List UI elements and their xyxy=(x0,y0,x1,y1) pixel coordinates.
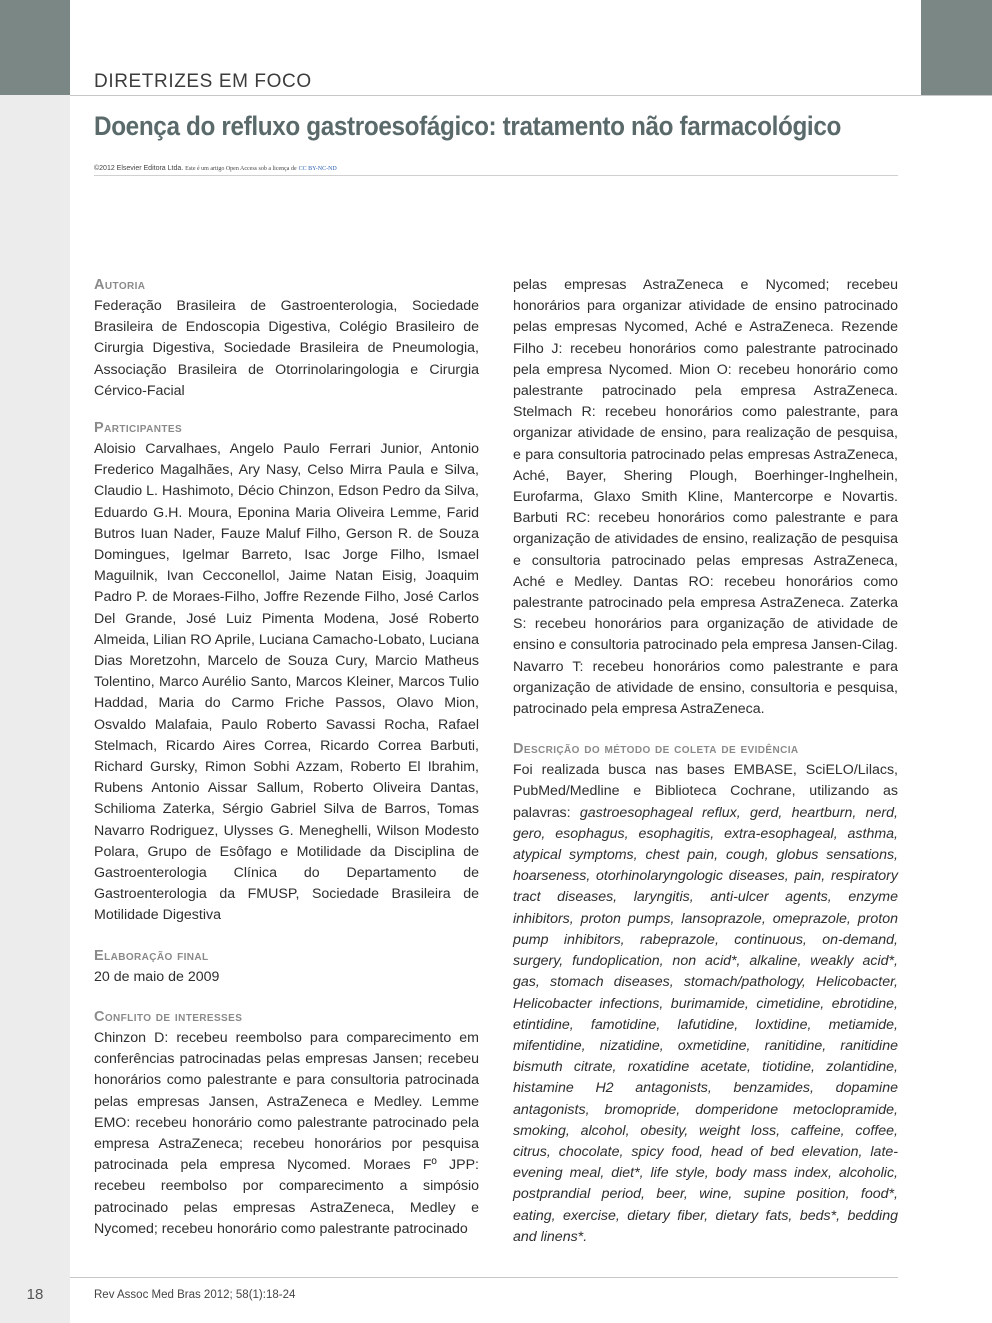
elaboracao-heading: Elaboração final xyxy=(94,947,209,964)
metodo-text xyxy=(513,760,898,1248)
section-label: DIRETRIZES EM FOCO xyxy=(94,71,312,92)
license-link[interactable]: CC BY-NC-ND xyxy=(298,166,337,172)
page-title: Doença do refluxo gastroesofágico: tratamento não farmacológico xyxy=(94,111,841,141)
title-divider xyxy=(94,175,898,176)
footer-divider xyxy=(70,1277,898,1278)
copyright-text: ©2012 Elsevier Editora Ltda. xyxy=(94,165,184,172)
conflito-text-left: Chinzon D: recebeu reembolso para comparecimento em conferências patrocinadas pelas empresas Jansen; recebeu honorários como palestrante e para consultoria patrocinada pelas empresas Jansen, AstraZeneca e Medley. Lemme EMO: recebeu honorário como palestrante patrocinado pela empresa AstraZeneca; recebeu honorários por pesquisa patrocinada pela empresa Nycomed. Moraes Fº JPP: recebeu reembolso por comparecimento a simpósio patrocinado pelas empresas AstraZeneca, Medley e Nycomed; recebeu honorário como palestrante patrocinado xyxy=(94,1029,479,1237)
open-access-note: Este é um artigo Open Access sob a licença de xyxy=(185,166,297,172)
copyright-line xyxy=(94,165,337,172)
metodo-heading: Descrição do método de coleta de evidência xyxy=(513,741,799,758)
metodo-intro: Foi realizada busca nas bases EMBASE, SciELO/Lilacs, PubMed/Medline e Biblioteca Cochrane, utilizando as palavras: xyxy=(513,762,898,821)
autoria-heading: Autoria xyxy=(94,277,146,293)
participantes-text: Aloisio Carvalhaes, Angelo Paulo Ferrari Junior, Antonio Frederico Magalhães, Ary Nasy, Celso Mirra Paula e Silva, Claudio L. Hashimoto, Décio Chinzon, Edson Pedro da Silva, Eduardo G.H. Moura, Eponina Maria Oliveira Lemme, Farid Butros Iuan Nader, Fauze Maluf Filho, Gerson R. de Souza Domingues, Igelmar Barreto, Isac Jorge Filho, Ismael Maguilnik, Ivan Cecconellol, Jaime Natan Eisig, Joaquim Padro P. de Moraes-Filho, Joffre Rezende Filho, José Carlos Del Grande, José Luiz Pimenta Modena, José Roberto Almeida, Lilian RO Aprile, Luciana Camacho-Lobato, Luciana Dias Moretzohn, Marcelo de Souza Cury, Marcio Matheus Tolentino, Marco Aurélio Santo, Marcos Kleiner, Marcos Tulio Haddad, Maria do Carmo Friche Passos, Olavo Mion, Osvaldo Malafaia, Paulo Roberto Savassi Rocha, Rafael Stelmach, Ricardo Aires Correa, Ricardo Correa Barbuti, Richard Gursky, Rimon Sobhi Azzam, Roberto El Ibrahim, Rubens Antonio Aissar Sallum, Roberto Oliveira Dantas, Schilioma Zaterka, Sérgio Gabriel Silva de Barros, Tomas Navarro Rodriguez, Ulysses G. Meneghelli, Wilson Modesto Polara, Grupo de Esôfago e Motilidade da Disciplina de Gastroenterologia Clínica do Departamento de Gastroenterologia da FMUSP, Sociedade Brasileira de Motilidade Digestiva xyxy=(94,441,479,924)
left-margin-strip xyxy=(0,0,70,1323)
conflito-text-right: pelas empresas AstraZeneca e Nycomed; recebeu honorários para organizar atividade de ensino patrocinado pelas empresas Nycomed, Aché e AstraZeneca. Rezende Filho J: recebeu honorários como palestrante patrocinado pela empresa Nycomed. Mion O: recebeu honorário como palestrante patrocinado pela empresa AstraZeneca. Stelmach R: recebeu honorários como palestrante, para organizar atividade de ensino, para realização de pesquisa, e para consultoria patrocinado pelas empresas AstraZeneca, Aché, Bayer, Shering Plough, Boerhinger-Inghelhein, Eurofarma, Glaxo Smith Kline, Mantercorpe e Novartis. Barbuti RC: recebeu honorários como palestrante e para organização de atividades de ensino, realização de pesquisa e consultoria patrocinado pelas empresas AstraZeneca, Aché e Medley. Dantas RO: recebeu honorários como palestrante patrocinado pela empresa AstraZeneca. Zaterka S: recebeu honorários para organização de atividade de ensino e consultoria patrocinado pela empresa Jansen-Cilag. Navarro T: recebeu honorários como palestrante e para organização de atividade de ensino, consultoria e pesquisa, patrocinado pela empresa AstraZeneca. xyxy=(513,277,898,718)
conflito-heading: Conflito de interesses xyxy=(94,1008,243,1025)
page-number: 18 xyxy=(26,1286,44,1303)
right-column xyxy=(513,275,898,1248)
participantes-heading: Participantes xyxy=(94,420,183,437)
journal-reference: Rev Assoc Med Bras 2012; 58(1):18-24 xyxy=(94,1289,296,1301)
left-column xyxy=(94,275,479,1240)
metodo-keywords: gastroesophageal reflux, gerd, heartburn, nerd, gero, esophagus, esophagitis, extra-esophageal, asthma, atypical symptoms, chest pain, cough, globus sensations, hoarseness, otorhinolaryngologic diseases, pain, respiratory tract diseases, laryngitis, anti-ulcer agents, enzyme inhibitors, proton pumps, lansoprazole, omeprazole, proton pump inhibitors, rabeprazole, continuous, on-demand, surgery, fundoplication, non acid*, alkaline, weakly acid*, gas, stomach diseases, stomach/pathology, Helicobacter, Helicobacter infections, burimamide, cimetidine, ebrotidine, etintidine, famotidine, lafutidine, loxtidine, metiamide, mifentidine, nizatidine, oxmetidine, ranitidine, ranitidine bismuth citrate, roxatidine acetate, tiotidine, zolantidine, histamine H2 antagonists, benzamides, dopamine antagonists, bromopride, domperidone metoclopramide, smoking, alcohol, obesity, weight loss, caffeine, coffee, citrus, chocolate, spicy food, head of bed elevation, late-evening meal, diet*, life style, body mass index, alcoholic, postprandial period, beer, wine, supine position, food*, eating, exercise, dietary fiber, dietary fats, beds*, bedding and linens*. xyxy=(513,804,898,1245)
header-color-block-left xyxy=(0,0,70,95)
header-color-block-right xyxy=(921,0,992,95)
elaboracao-text: 20 de maio de 2009 xyxy=(94,968,220,985)
header-divider xyxy=(70,95,992,96)
autoria-text: Federação Brasileira de Gastroenterologia, Sociedade Brasileira de Endoscopia Digestiva, Colégio Brasileiro de Cirurgia Digestiva, Sociedade Brasileira de Pneumologia, Associação Brasileira de Otorrinolaringologia e Cirurgia Cérvico-Facial xyxy=(94,298,479,399)
